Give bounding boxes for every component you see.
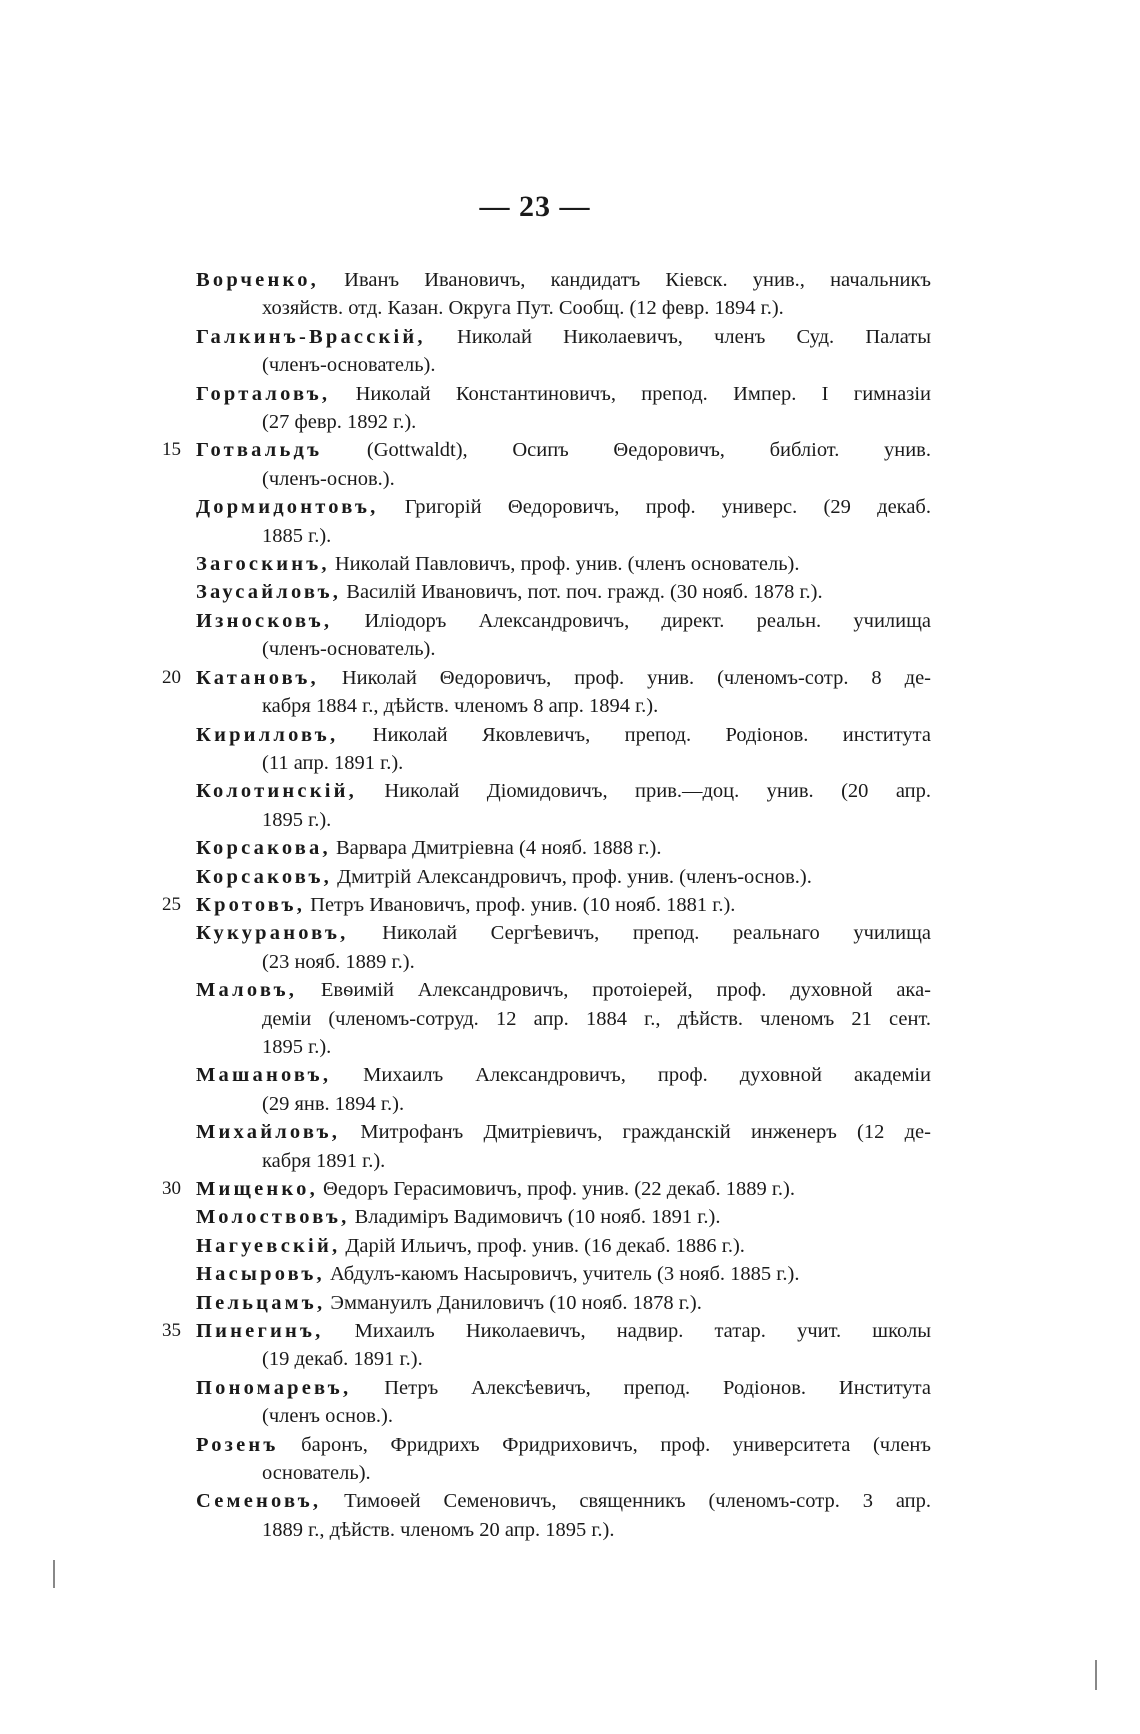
entry-first-line (196, 1061, 931, 1089)
list-item (162, 664, 931, 721)
list-item (196, 323, 931, 380)
entry-continuation-line: (29 янв. 1894 г.). (262, 1092, 405, 1115)
list-item (196, 1260, 931, 1288)
member-surname: Насыровъ, (196, 1263, 325, 1286)
member-surname: Катановъ, (196, 666, 319, 689)
list-item (196, 1118, 931, 1175)
entry-first-line (196, 1487, 931, 1515)
member-details: Тимоѳей Семеновичъ, священникъ (членомъ-сотр. 3 апр. (321, 1490, 931, 1513)
list-item (196, 578, 931, 606)
list-item (196, 550, 931, 578)
member-surname: Кукурановъ, (196, 922, 349, 945)
member-details: Николай Павловичъ, проф. унив. (членъ основатель). (329, 553, 800, 576)
entry-continuation-line: (27 февр. 1892 г.). (262, 411, 417, 434)
member-details: Абдулъ-каюмъ Насыровичъ, учитель (3 нояб. 1885 г.). (324, 1263, 800, 1286)
list-item (196, 1232, 931, 1260)
entry-first-line (196, 1232, 931, 1260)
member-surname: Горталовъ, (196, 382, 331, 405)
entry-first-line (196, 863, 931, 891)
entry-number: 15 (162, 439, 181, 461)
member-details: Дарій Ильичъ, проф. унив. (16 декаб. 1886 г.). (340, 1234, 745, 1257)
member-details: Евѳимій Александровичъ, протоіерей, проф. духовной ака- (297, 979, 931, 1002)
entry-first-line (196, 664, 931, 692)
member-details: Θедоръ Герасимовичъ, проф. унив. (22 декаб. 1889 г.). (317, 1178, 795, 1200)
entry-first-line (196, 607, 931, 635)
page-number: — 23 — (479, 190, 591, 223)
member-surname: Ворченко, (196, 269, 320, 291)
member-surname: Розенъ (196, 1433, 279, 1456)
list-item (196, 1203, 931, 1231)
member-details: Николай Николаевичъ, членъ Суд. Палаты (425, 325, 931, 348)
entry-first-line (196, 834, 931, 862)
list-item (196, 1061, 931, 1118)
member-details: баронъ, Фридрихъ Фридриховичъ, проф. университета (членъ (278, 1433, 931, 1456)
member-details: Василій Ивановичъ, пот. поч. гражд. (30 нояб. 1878 г.). (341, 581, 823, 604)
list-item (162, 1317, 931, 1374)
entry-continuation-line: кабря 1891 г.). (262, 1149, 386, 1172)
member-surname: Корсаковъ, (196, 865, 333, 888)
member-details: Петръ Ивановичъ, проф. унив. (10 нояб. 1881 г.). (305, 893, 736, 916)
member-details: Михаилъ Николаевичъ, надвир. татар. учит. школы (323, 1320, 931, 1343)
entry-number: 30 (162, 1178, 181, 1199)
entry-first-line (196, 550, 931, 578)
entry-continuation-line: 1895 г.). (262, 808, 332, 831)
entry-first-line (196, 1317, 931, 1345)
list-item (196, 607, 931, 664)
member-surname: Семеновъ, (196, 1490, 322, 1513)
entry-continuation-line: (членъ-основатель). (262, 638, 436, 661)
member-surname: Загоскинъ, (196, 553, 330, 576)
entry-number: 25 (162, 893, 181, 915)
entry-first-line (196, 1175, 931, 1203)
member-details: Иліодоръ Александровичъ, директ. реальн. училища (332, 609, 931, 632)
entry-first-line (196, 493, 931, 521)
member-details: Дмитрій Александровичъ, проф. унив. (членъ-основ.). (332, 865, 812, 888)
member-details: Николай Яковлевичъ, препод. Родіонов. института (338, 723, 931, 746)
entry-continuation-line: 1895 г.). (262, 1035, 332, 1058)
entry-first-line (196, 919, 931, 947)
entry-first-line (196, 266, 931, 294)
member-surname: Корсакова, (196, 837, 331, 860)
entry-continuation-line: основатель). (262, 1462, 371, 1485)
member-details: Григорій Θедоровичъ, проф. универс. (29 декаб. (378, 496, 931, 519)
member-details: (Gottwaldt), Осипъ Θедоровичъ, библіот. унив. (322, 439, 931, 462)
list-item (162, 1175, 931, 1203)
member-surname: Готвальдъ (196, 439, 323, 462)
member-surname: Молоствовъ, (196, 1206, 350, 1229)
entry-first-line (196, 777, 931, 805)
member-surname: Мищенко, (196, 1178, 318, 1200)
entry-first-line (196, 436, 931, 464)
entry-continuation-line: кабря 1884 г., дѣйств. членомъ 8 апр. 1894 г.). (262, 695, 659, 718)
member-surname: Нагуевскій, (196, 1234, 341, 1257)
member-list (162, 266, 931, 1544)
member-surname: Маловъ, (196, 979, 298, 1002)
list-item (196, 721, 931, 778)
member-surname: Кирилловъ, (196, 723, 339, 746)
entry-continuation-line: (11 апр. 1891 г.). (262, 751, 404, 774)
member-details: Иванъ Ивановичъ, кандидатъ Кіевск. унив., начальникъ (319, 269, 931, 291)
member-surname: Пономаревъ, (196, 1376, 352, 1399)
member-details: Михаилъ Александровичъ, проф. духовной академіи (331, 1064, 931, 1087)
entry-continuation-line: 1885 г.). (262, 524, 332, 547)
entry-continuation-line: деміи (членомъ-сотруд. 12 апр. 1884 г., дѣйств. членомъ 21 сент. (262, 1007, 931, 1030)
entry-number: 20 (162, 666, 181, 688)
entry-first-line (196, 1203, 931, 1231)
list-item (196, 493, 931, 550)
member-surname: Галкинъ-Врасскій, (196, 325, 426, 348)
list-item (196, 863, 931, 891)
member-details: Владиміръ Вадимовичъ (10 нояб. 1891 г.). (349, 1206, 721, 1229)
entry-continuation-line: (членъ основ.). (262, 1405, 393, 1428)
list-item (196, 1289, 931, 1317)
entry-first-line (196, 891, 931, 919)
entry-first-line (196, 380, 931, 408)
member-details: Варвара Дмитріевна (4 нояб. 1888 г.). (330, 837, 662, 860)
list-item (162, 891, 931, 919)
entry-first-line (196, 1289, 931, 1317)
entry-first-line (196, 1118, 931, 1146)
member-details: Николай Константиновичъ, препод. Импер. I гимназіи (330, 382, 931, 405)
list-item (196, 380, 931, 437)
member-surname: Кротовъ, (196, 893, 306, 916)
member-surname: Дормидонтовъ, (196, 496, 379, 519)
entry-first-line (196, 323, 931, 351)
entry-continuation-line: (членъ-основ.). (262, 467, 395, 490)
list-item (196, 976, 931, 1061)
member-details: Митрофанъ Дмитріевичъ, гражданскій инженеръ (12 де- (340, 1121, 931, 1144)
list-item (196, 266, 931, 323)
member-surname: Машановъ, (196, 1064, 332, 1087)
entry-number: 35 (162, 1320, 181, 1342)
list-item (196, 777, 931, 834)
member-surname: Заусайловъ, (196, 581, 342, 604)
list-item (196, 919, 931, 976)
entry-first-line (196, 1431, 931, 1459)
list-item (196, 1487, 931, 1544)
member-surname: Колотинскій, (196, 780, 357, 803)
entry-continuation-line: 1889 г., дѣйств. членомъ 20 апр. 1895 г.). (262, 1518, 615, 1541)
entry-continuation-line: (19 декаб. 1891 г.). (262, 1348, 423, 1371)
entry-continuation-line: (членъ-основатель). (262, 354, 436, 377)
member-details: Николай Сергѣевичъ, препод. реальнаго училища (348, 922, 931, 945)
entry-first-line (196, 578, 931, 606)
member-details: Эммануилъ Даниловичъ (10 нояб. 1878 г.). (325, 1291, 702, 1314)
list-item (196, 1431, 931, 1488)
entry-continuation-line: (23 нояб. 1889 г.). (262, 950, 415, 973)
member-details: Николай Діомидовичъ, прив.—доц. унив. (20 апр. (356, 780, 931, 803)
member-surname: Пинегинъ, (196, 1320, 324, 1343)
list-item (196, 834, 931, 862)
entry-first-line (196, 976, 931, 1004)
list-item (162, 436, 931, 493)
member-surname: Пельцамъ, (196, 1291, 326, 1314)
member-details: Петръ Алексѣевичъ, препод. Родіонов. Института (351, 1376, 931, 1399)
entry-continuation-line: хозяйств. отд. Казан. Округа Пут. Сообщ. (12 февр. 1894 г.). (262, 297, 784, 320)
member-surname: Михайловъ, (196, 1121, 341, 1144)
entry-first-line (196, 1374, 931, 1402)
entry-first-line (196, 1260, 931, 1288)
member-surname: Износковъ, (196, 609, 333, 632)
list-item (196, 1374, 931, 1431)
entry-first-line (196, 721, 931, 749)
member-details: Николай Θедоровичъ, проф. унив. (членомъ-сотр. 8 де- (318, 666, 931, 689)
